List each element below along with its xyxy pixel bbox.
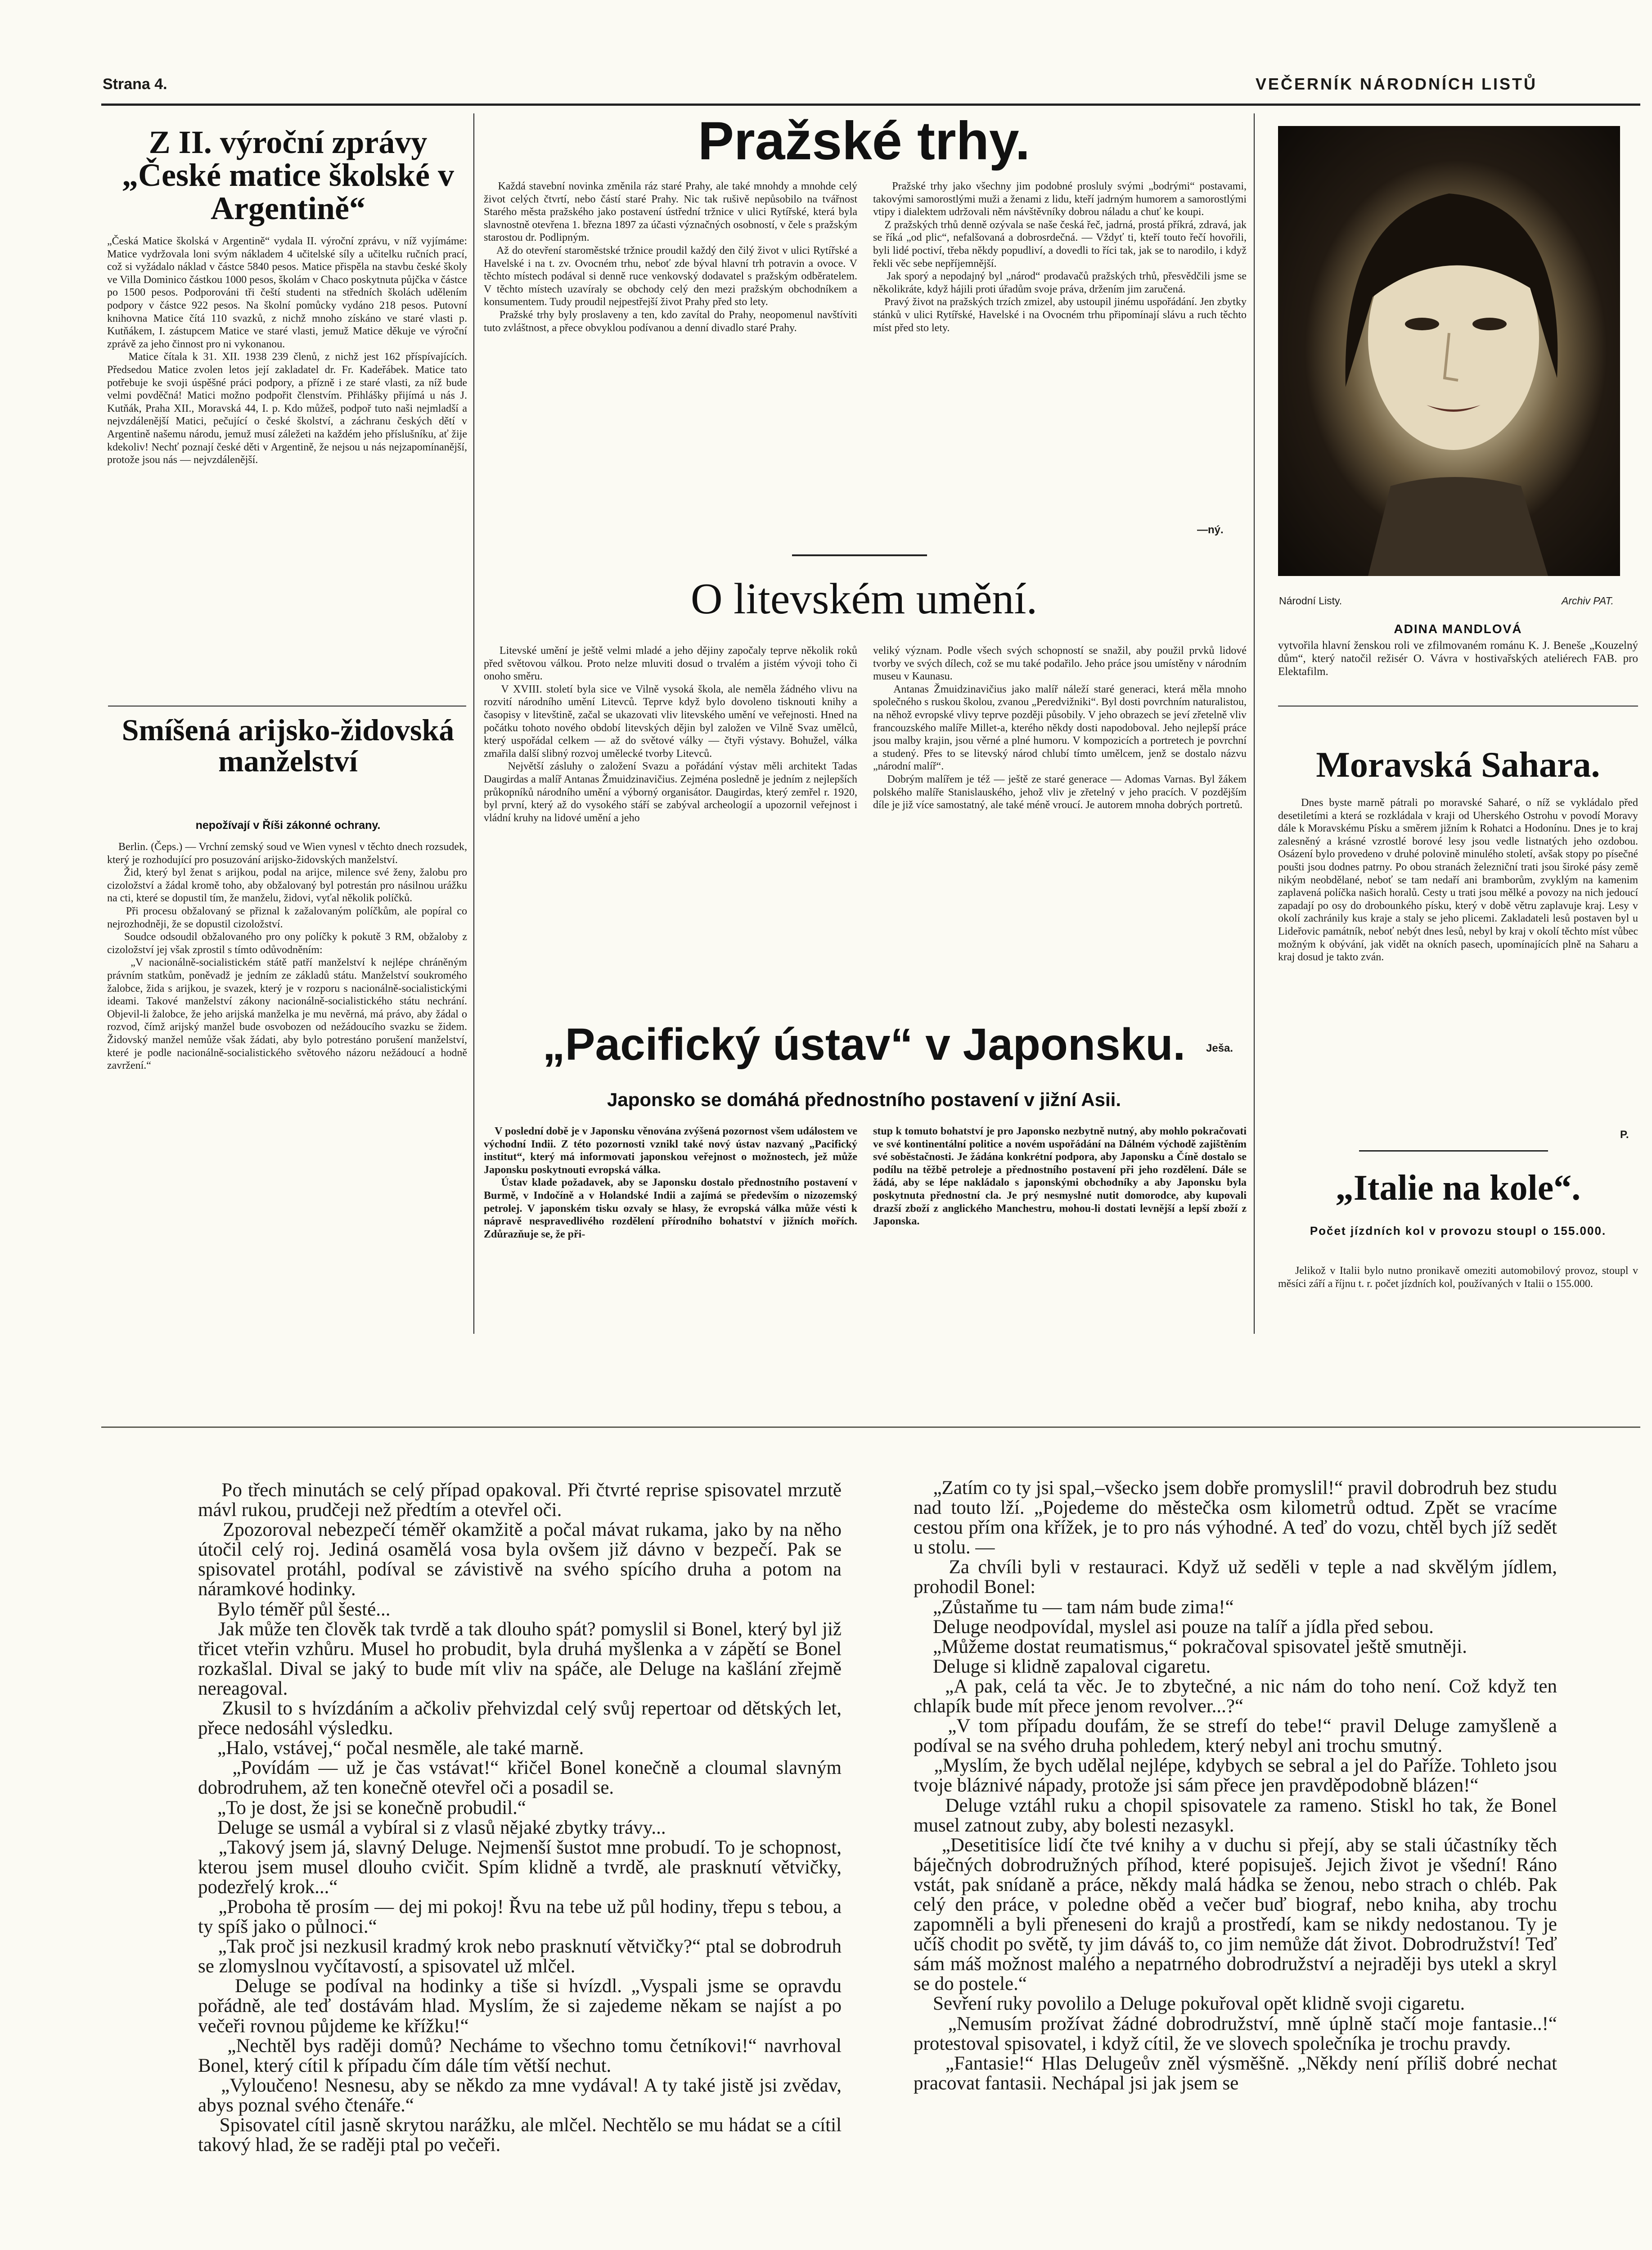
article-body: Dnes byste marně pátrali po moravské Saharé, o níž se vykládalo před desetiletími a která se rozkládala v kraji od Uherského Ostrohu v povodí Moravy dále k Moravskému Písku a směrem jižním k Rohatci a Hodonínu. Dnes je to kraj zalesněný a krásné vzrostlé borové lesy jsou vedle listnatých jeho ozdobou. Osázení bylo provedeno v druhé polovině minulého století, avšak stopy po písečné poušti jsou dodnes patrny. Po obou stranách železniční trati jsou široké pásy země nikým neobdělané, neboť se tam nedaří ani bramborům, zvyklým na kamenim zaplavená políčka našich horalů. Cesty u trati jsou mělké a povozy na nich jedoucí zapadají po osy do drobounkého písku, který v době větru zaplavuje kraj. Lesy v okolí zachránily kus kraje a staly se jeho plicemi. Zakladateli lesů postaven byl u Lideřovic památník, neboť nebýt dnes lesů, nebyl by kraj v okolí těchto míst vůbec možným k obývání, jak vidět na okních pasech, upomínajících plně na Saharu a kraj dosud je takto zván. <box>1278 797 1641 963</box>
article-divider <box>792 554 927 556</box>
column-divider <box>473 113 474 1334</box>
photo-caption: vytvořila hlavní ženskou roli ve zfilmovaném románu K. J. Beneše „Kouzelný dům“, který natočil režisér O. Vávra v hostivařských ateliérech FAB. pro Elektafilm. <box>1278 639 1641 678</box>
column-divider <box>1254 113 1255 1334</box>
article-body: Jelikož v Italii bylo nutno pronikavě omeziti automobilový provoz, stoupl v měsíci září a říjnu t. r. počet jízdních kol, používaných v Italii o 155.000. <box>1278 1265 1641 1290</box>
article-subtitle: nepožívají v Říši zákonné ochrany. <box>195 819 381 832</box>
portrait-illustration <box>1278 126 1620 576</box>
article-signature: Ješa. <box>1206 1042 1233 1054</box>
article-subtitle: Počet jízdních kol v provozu stoupl o 155.000. <box>1310 1224 1607 1238</box>
page-label: Strana 4. <box>103 76 167 93</box>
article-signature: P. <box>1620 1129 1629 1141</box>
article-title: Z II. výroční zprávy „České matice školské v Argentině“ <box>122 124 454 226</box>
article-body: Každá stavební novinka změnila ráz staré Prahy, ale také mnohdy a mnohde celý život celých čtvrtí, nebo částí staré Prahy. Nic tak rušivě nepůsobilo na tvářnost Starého města pražského jako postavení ústřední tržnice v ulici Rytířské, která byla slavnostně otevřena 1. března 1897 za účasti význačných osobností, v čele s pražským starostou dr. Podlipným. Až do otevření staroměstské tržnice proudil každý den čilý život v ulici Rytířské a Havelské i na t. zv. Ovocném trhu, neboť zde býval hlavní trh potravin a ovoce. V těchto místech podával si denně ruce venkovský dodavatel s pražským odběratelem. V těchto místech uzavíraly se obchody celý den mezi pražským obchodníkem a konsumentem. Tudy proudil nejpestřejší život Prahy před sto lety. Pražské trhy byly proslaveny a ten, kdo zavítal do Prahy, neopomenul navštíviti tuto zvláštnost, a přece obvyklou podívanou a denní divadlo staré Prahy. <box>484 180 858 334</box>
section-divider <box>101 1426 1640 1428</box>
article-body: stup k tomuto bohatství je pro Japonsko nezbytně nutný, aby mohlo pokračovati ve své kontinentální politice a novém uspořádání na Dálném východě zajištěním své soběstačnosti. Je žádána konkrétní podpora, aby Japonsku a Číně dostalo se podílu na těžbě petroleje a přednostního postavení při jeho rozdělení. Dále se žádá, aby se lépe nakládalo s japonskými obchodníky a aby Japonsku byla poskytnuta přednostní cla. Je prý nesmyslné nutit domorodce, aby kupovali drazší zboží z anglického Manchestru, mohou-li dostati levnější a lepší zboží z Japonska. <box>873 1125 1249 1228</box>
photo-name: ADINA MANDLOVÁ <box>1394 622 1522 636</box>
story-column-left: Po třech minutách se celý případ opakoval. Při čtvrté reprise spisovatel mrzutě mávl rukou, prudčeji než předtím a otevřel oči. Zpozoroval nebezpečí téměř okamžitě a počal mávat rukama, jako by na něho útočil celý roj. Jediná osamělá vosa byla ovšem již dávno v bezpečí. Pak se spisovatel protáhl, podíval se závistivě na svého spícího druha a potom na náramkové hodinky. Bylo téměř půl šesté... Jak může ten člověk tak tvrdě a tak dlouho spát? pomyslil si Bonel, který byl již třicet vteřin vzhůru. Musel ho probudit, byla druhá myšlenka a v zápětí se Bonel rozkašlal. Dival se jaký to bude mít vliv na spáče, ale Deluge na kašlání zřejmě nereagoval. Zkusil to s hvízdáním a ačkoliv přehvizdal celý svůj repertoar od dětských let, přece nedosáhl výsledku. „Halo, vstávej,“ počal nesměle, ale také marně. „Povídám — už je čas vstávat!“ křičel Bonel konečně a cloumal slavným dobrodruhem, až ten konečně otevřel oči a posadil se. „To je dost, že jsi se konečně probudil.“ Deluge se usmál a vybíral si z vlasů nějaké zbytky trávy... „Takový jsem já, slavný Deluge. Nejmenší šustot mne probudí. To je schopnost, kterou jsem musel dlouho cvičit. Spím klidně a tvrdě, ale prasknutí větvičky, podezřelý krok...“ „Proboha tě prosím — dej mi pokoj! Řvu na tebe už půl hodiny, třepu s tebou, a ty spíš jako o půlnoci.“ „Tak proč jsi nezkusil kradmý krok nebo prasknutí větvičky?“ ptal se dobrodruh se zlomyslnou vyčítavostí, a spisovatel už mlčel. Deluge se podíval na hodinky a tiše si hvízdl. „Vyspali jsme se opravdu pořádně, ale teď dostávám hlad. Myslím, že si zajedeme někam se najíst a po večeři rovnou půjdeme ke křížku!“ „Nechtěl bys raději domů? Necháme to všechno tomu četníkovi!“ navrhoval Bonel, který cítil k případu čím dále tím větší nechut. „Vyloučeno! Nesnesu, aby se někdo za mne vydával! A ty také jistě jsi zvědav, abys poznal svého čtenáře.“ Spisovatel cítil jasně skrytou narážku, ale mlčel. Nechtělo se mu hádat se a cítil takový hlad, že se raději ptal po večeři. <box>198 1480 842 2156</box>
article-title: Pražské trhy. <box>698 111 1031 171</box>
newspaper-name: VEČERNÍK NÁRODNÍCH LISTŮ <box>1256 75 1538 93</box>
article-body: „Česká Matice školská v Argentině“ vydala II. výroční zprávu, v níž vyjímáme: Matice vydržovala loni svým nákladem 4 učitelské síly a učitelku ručních prací, což si vyžádalo náklad v částce 5840 pesos. Matice přispěla na stavbu české školy ve Villa Dominico částkou 1000 pesos, školám v Chaco poskytnuta půjčka v částce po 1500 pesos. Podporováni tři čeští studenti na středních školách udělením podpory v částce 922 pesos. Na školní pomůcky vydáno 218 pesos. Putovní knihovna Matice čítá 110 svazků, z nichž mnoho získáno ve staré vlasti p. Kutňákem, I. zástupcem Matice ve staré vlasti, jemuž Matice děkuje ve výroční zprávě za jeho činnost pro ni vykonanou. Matice čítala k 31. XII. 1938 239 členů, z nichž jest 162 příspívajících. Předsedou Matice zvolen letos její zakladatel dr. Fr. Kadeřábek. Matice tato potřebuje ke svoji úspěšné práci podpory, a přízně i ze staré vlasti, za níž bude velmi povděčná! Matici možno podpořit členstvím. Přihlášky přijímá u nás J. Kutňák, Praha XII., Moravská 44, I. p. Kdo můžeš, podpoř tuto naši nejmladší a nejvzdálenější Matici, pečující o české školství, a záchranu českých dětí v Argentině našemu národu, jemuž musí záležeti na každém jeho příslušníku, ať žije kdekoliv! Nechť poznají české děti v Argentině, že nejsou u nás nejzapomínanější, protože jsou nás — nejvzdálenější. <box>107 235 468 466</box>
photo-credit: Archiv PAT. <box>1562 595 1614 607</box>
portrait-photo <box>1278 126 1620 576</box>
article-subtitle: Japonsko se domáhá přednostního postavení v jižní Asii. <box>607 1089 1121 1110</box>
photo-credit: Národní Listy. <box>1279 595 1342 607</box>
story-column-right: „Zatím co ty jsi spal,–všecko jsem dobře promyslil!“ pravil dobrodruh bez studu nad touto lží. „Pojedeme do městečka osm kilometrů odtud. Zpět se vracíme cestou přím ona křížek, je to pro nás výhodné. A teď do vozu, chtěl bych jíž sedět u stolu. — Za chvíli byli v restauraci. Když už seděli v teple a nad skvělým jídlem, prohodil Bonel: „Zůstaňme tu — tam nám bude zima!“ Deluge neodpovídal, myslel asi pouze na talíř a jídla před sebou. „Můžeme dostat reumatismus,“ pokračoval spisovatel ještě smutněji. Deluge si klidně zapaloval cigaretu. „A pak, celá ta věc. Je to zbytečné, a nic nám do toho není. Což když ten chlapík bude mít přece jenom revolver...?“ „V tom případu doufám, že se strefí do tebe!“ pravil Deluge zamyšleně a podíval se na svého druha pohledem, který nebyl ani trochu smutný. „Myslím, že bych udělal nejlépe, kdybych se sebral a jel do Paříže. Tohleto jsou tvoje bláznivé nápady, protože jsi sám přece jen pravděpodobně blázen!“ Deluge vztáhl ruku a chopil spisovatele za rameno. Stiskl ho tak, že Bonel musel zatnout zuby, aby bolesti nezasykl. „Desetitisíce lidí čte tvé knihy a v duchu si přejí, aby se stali účastníky těch báječných dobrodružných příhod, které popisuješ. Jejich život je všední! Ráno vstát, pak snídaně a práce, někdy malá hádka se ženou, nebo strach o chléb. Pak celý den práce, v poledne oběd a večer buď biograf, nebo kniha, aby trochu zapomněli a byli přeneseni do krajů a prostředí, kam se nikdy nedostanou. Ty je učíš chodit po světě, ty jim dáváš to, co jim nemůže dát život. Dobrodružství! Teď sám máš možnost malého a nepatrného dobrodružství a nejraději bys utekl a skryl se do postele.“ Sevření ruky povolilo a Deluge pokuřoval opět klidně svoji cigaretu. „Nemusím prožívat žádné dobrodružství, mně úplně stačí moje fantasie..!“ protestoval spisovatel, i když cítil, že ve slovech společníka je trochu pravdy. „Fantasie!“ Hlas Delugeův zněl výsměšně. „Někdy není příliš dobré nechat pracovat fantasii. Nechápal jsi jak jsem se <box>914 1477 1557 2094</box>
article-title: O litevském umění. <box>690 575 1038 623</box>
article-title: Moravská Sahara. <box>1316 745 1600 785</box>
article-body: Berlin. (Čeps.) — Vrchní zemský soud ve Wien vynesl v těchto dnech rozsudek, který je rozhodující pro posuzování arijsko-židovských manželství. Žid, který byl ženat s arijkou, podal na arijce, milence své ženy, žalobu pro cizoložství a žádal kromě toho, aby obžalovaný byl potrestán pro násilnou urážku na cti, které se dopustil tím, že manželu, židovi, vyťal několik políčků. Při procesu obžalovaný se přiznal k zažalovaným políčkům, ale popíral co nejrozhodněji, že se dopustil cizoložství. Soudce odsoudil obžalovaného pro ony políčky k pokutě 3 RM, obžaloby z cizoložství jej však zprostil s tímto odůvodněním: „V nacionálně-socialistickém státě patří manželství k nejlépe chráněným právním statkům, poněvadž je jedním ze základů státu. Manželství soukromého žalobce, žida s arijkou, je svazek, který je v rozporu s nacionálně-socialistickými ideami. Takové manželství zákony nacionálně-socialistického státu nechrání. Objevil-li žalobce, že jeho arijská manželka je mu nevěrná, má právo, aby žádal o rozvod, čímž arijský manžel bude osvobozen od nežádoucího svazku se židem. Židovský manžel nemůže však žádati, aby bylo potrestáno porušení manželství, které je podle nacionálně-socialistického světového názoru nežádoucí a hodně zavržení.“ <box>107 841 468 1072</box>
article-title: Smíšená arijsko-židovská manželství <box>122 713 455 778</box>
article-title: „Pacifický ústav“ v Japonsku. <box>542 1019 1186 1070</box>
article-body: veliký význam. Podle všech svých schopností se snažil, aby použil prvků lidové tvorby ve svých dílech, což se mu také podařilo. Jeho práce jsou umístěny v národním museu v Kaunasu. Antanas Žmuidzinavičius jako malíř náleží staré generaci, která měla mnoho společného s ruskou školou, zvanou „Peredvižniki“. Byl dosti povrchním naturalistou, na něhož evropské vlivy teprve později působily. V jeho obrazech se jeví zřetelně vliv francouzského malíře Millet-a, kterého někdy dosti napodoboval. Jeho nejlepší práce jsou malby krajin, jsou věrné a plné humoru. V kompozicích a portretech je povrchní a studený. Přes to se litevský národ chlubí tímto umělcem, jenž se dostalo názvu „národní malíř“. Dobrým malířem je též — ještě ze staré generace — Adomas Varnas. Byl žákem polského malíře Stanislauského, jehož vliv je zřetelný v jeho pracích. V pozdějším díle je již více samostatný, ale také méně vroucí. Je autorem mnoha dobrých portretů. <box>873 645 1247 811</box>
article-divider <box>1359 1150 1548 1152</box>
article-title: „Italie na kole“. <box>1335 1168 1581 1208</box>
article-body: Pražské trhy jako všechny jim podobné prosluly svými „bodrými“ postavami, takovými samorostlými muži a ženami z lidu, kteří jadrným humorem a samorostlými vtipy i dialektem udržovali něm návštěvníky dobrou náladu a chuť ke koupi. Z pražských trhů denně ozývala se naše česká řeč, jadrná, prostá příkrá, zdravá, jak se říká „od plic“, nefalšovaná a dobrosrdečná. — Vždyť ti, kteří touto řečí hovořili, byli lidé poctiví, třeba někdy popudliví, a dovedli to říci tak, jak se to narodilo, i když řekli věc sebe nepříjemnější. Jak sporý a nepodajný byl „národ“ prodavačů pražských trhů, přesvědčili jsme se několikráte, když hájili proti úřadům svoje práva, držením jim zaručená. Pravý život na pražských trzích zmizel, aby ustoupil jinému uspořádání. Jen zbytky stánků v ulici Rytířské, Havelské i na Ovocném trhu připomínají slávu a ruch těchto míst před sto lety. <box>873 180 1247 334</box>
header-rule <box>101 104 1640 106</box>
article-signature: —ný. <box>1197 524 1224 536</box>
article-body: Litevské umění je ještě velmi mladé a jeho dějiny započaly teprve několik roků před světovou válkou. Proto nelze mluviti dosud o trvalém a jistém vývoji toho či onoho směru. V XVIII. století byla sice ve Vilně vysoká škola, ale neměla žádného vlivu na rozvití národního umění Litevců. Teprve když bylo dovoleno tisknouti knihy a časopisy v litevštině, začal se ukazovati vliv litevského umění ve veřejnosti. Hned na počátku tohoto nového období litevských dějin byl založen ve Vilně Svaz umělců, který uspořádal celkem — až do světové války — čtyři výstavy. Bohužel, válka zmařila další slibný rozvoj umělecké tvorby Litevců. Největší zásluhy o založení Svazu a pořádání výstav měli architekt Tadas Daugirdas a malíř Antanas Žmuidzinavičius. Zejména posledně je jedním z nejlepších průkopníků národního umění a výborný organisátor. Daugirdas, který zemřel r. 1920, byl první, který až do vysokého stáří se zabýval archeologií a upozornil veřejnost i vládní kruhy na lidové umění a jeho <box>484 645 858 824</box>
article-body: V poslední době je v Japonsku věnována zvýšená pozornost všem událostem ve východní Indii. Z této pozornosti vznikl také nový ústav nazvaný „Pacifický institut“, který má informovati japonskou veřejnost o možnostech, jež může Japonsku poskytnouti evropská válka. Ústav klade požadavek, aby se Japonsku dostalo přednostního postavení v Burmě, v Indočíně a v Holandské Indii a zajímá se především o nizozemský petrolej. V japonském tisku ozvaly se hlasy, že evropská válka může vésti k nápravě nespravedlivého rozdělení přírodního bohatství v jižních mořích. Zdůrazňuje se, že při- <box>484 1125 858 1240</box>
